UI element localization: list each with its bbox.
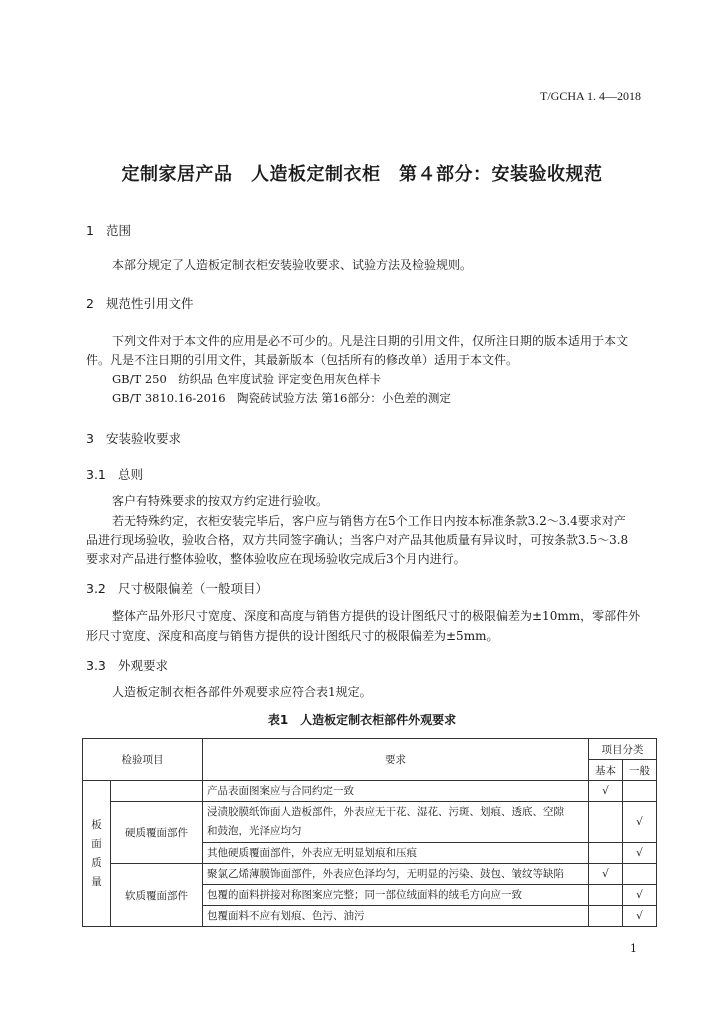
section-number: 3.1	[86, 467, 106, 482]
section-3-heading	[86, 429, 181, 447]
table-row	[83, 781, 657, 802]
group-label: 板面质量	[91, 818, 102, 888]
basic-mark: √	[589, 781, 623, 802]
section-number: 3	[86, 431, 94, 446]
section-title: 尺寸极限偏差（一般项目）	[118, 581, 269, 596]
section-title: 安装验收要求	[106, 431, 182, 446]
basic-mark	[589, 885, 623, 906]
header-general: 一般	[623, 760, 657, 781]
basic-mark	[589, 843, 623, 864]
section-number: 3.2	[86, 581, 106, 596]
requirement-cell: 产品表面图案应与合同约定一致	[203, 781, 589, 802]
section-1-heading	[86, 221, 131, 239]
section-2-heading	[86, 294, 194, 312]
basic-mark: √	[589, 864, 623, 885]
section-title: 范围	[106, 223, 132, 238]
paragraph-line: 下列文件对于本文件的应用是必不可少的。凡是注日期的引用文件，仅所注日期的版本适用于本文	[112, 334, 629, 348]
page-title: 定制家居产品 人造板定制衣柜 第４部分：安装验收规范	[121, 164, 603, 185]
paragraph-line: 整体产品外形尺寸宽度、深度和高度与销售方提供的设计图纸尺寸的极限偏差为±10mm，零部件外	[112, 609, 641, 623]
table-header-row	[83, 739, 657, 760]
requirement-cell: 包覆的面料拼接对称图案应完整；同一部位绒面料的绒毛方向应一致	[203, 885, 589, 906]
requirement-cell: 其他硬质覆面部件，外表应无明显划痕和压痕	[203, 843, 589, 864]
sub-item-cell: 软质覆面部件	[111, 864, 203, 927]
normative-reference: GB/T 250 纺织品 色牢度试验 评定变色用灰色样卡	[112, 372, 382, 386]
requirement-line: 浸渍胶膜纸饰面人造板部件，外表应无干花、湿花、污斑、划痕、透底、空隙	[207, 806, 564, 818]
paragraph-line: 形尺寸宽度、深度和高度与销售方提供的设计图纸尺寸的极限偏差为±5mm。	[86, 629, 499, 643]
header-category: 项目分类	[589, 739, 657, 760]
section-3-2-heading	[86, 579, 268, 597]
appearance-requirements-table	[82, 738, 657, 927]
general-mark: √	[623, 802, 657, 843]
group-cell	[83, 781, 111, 927]
sub-item-cell	[111, 781, 203, 802]
page-number: 1	[630, 942, 637, 955]
basic-mark	[589, 906, 623, 927]
section-title: 总则	[118, 467, 144, 482]
standard-number: T/GCHA 1. 4—2018	[540, 89, 642, 103]
paragraph-line: 品进行现场验收，验收合格，双方共同签字确认；当客户对产品其他质量有异议时，可按条款3.5～3.8	[86, 533, 629, 547]
basic-mark	[589, 802, 623, 843]
general-mark	[623, 781, 657, 802]
requirement-cell: 包覆面料不应有划痕、色污、油污	[203, 906, 589, 927]
table-caption: 表1 人造板定制衣柜部件外观要求	[267, 713, 457, 727]
normative-reference: GB/T 3810.16-2016 陶瓷砖试验方法 第16部分：小色差的测定	[112, 391, 451, 405]
header-requirement: 要求	[203, 739, 589, 781]
header-basic: 基本	[589, 760, 623, 781]
header-inspection-item: 检验项目	[83, 739, 203, 781]
section-number: 2	[86, 296, 94, 311]
section-3-1-heading	[86, 465, 143, 483]
requirement-line: 和鼓泡，光泽应均匀	[207, 825, 302, 837]
section-title: 规范性引用文件	[106, 296, 194, 311]
section-title: 外观要求	[118, 658, 169, 673]
table-row	[83, 864, 657, 885]
table-row	[83, 802, 657, 843]
general-mark	[623, 864, 657, 885]
paragraph-line: 客户有特殊要求的按双方约定进行验收。	[112, 494, 329, 508]
general-mark: √	[623, 885, 657, 906]
section-number: 3.3	[86, 658, 106, 673]
paragraph-line: 要求对产品进行整体验收，整体验收应在现场验收完成后3个月内进行。	[86, 552, 466, 566]
sub-item-cell: 硬质覆面部件	[111, 802, 203, 864]
paragraph-line: 若无特殊约定，衣柜安装完毕后，客户应与销售方在5个工作日内按本标准条款3.2～3.4要求对产	[112, 514, 626, 528]
general-mark: √	[623, 843, 657, 864]
paragraph-line: 件。凡是不注日期的引用文件，其最新版本（包括所有的修改单）适用于本文件。	[86, 353, 519, 367]
section-3-3-heading	[86, 656, 168, 674]
requirement-cell: 聚氯乙烯薄膜饰面部件，外表应色泽均匀，无明显的污染、鼓包、皱纹等缺陷	[203, 864, 589, 885]
section-number: 1	[86, 223, 94, 238]
general-mark: √	[623, 906, 657, 927]
requirement-cell	[203, 802, 589, 843]
section-1-text: 本部分规定了人造板定制衣柜安装验收要求、试验方法及检验规则。	[112, 258, 473, 272]
paragraph-line: 人造板定制衣柜各部件外观要求应符合表1规定。	[112, 685, 372, 699]
